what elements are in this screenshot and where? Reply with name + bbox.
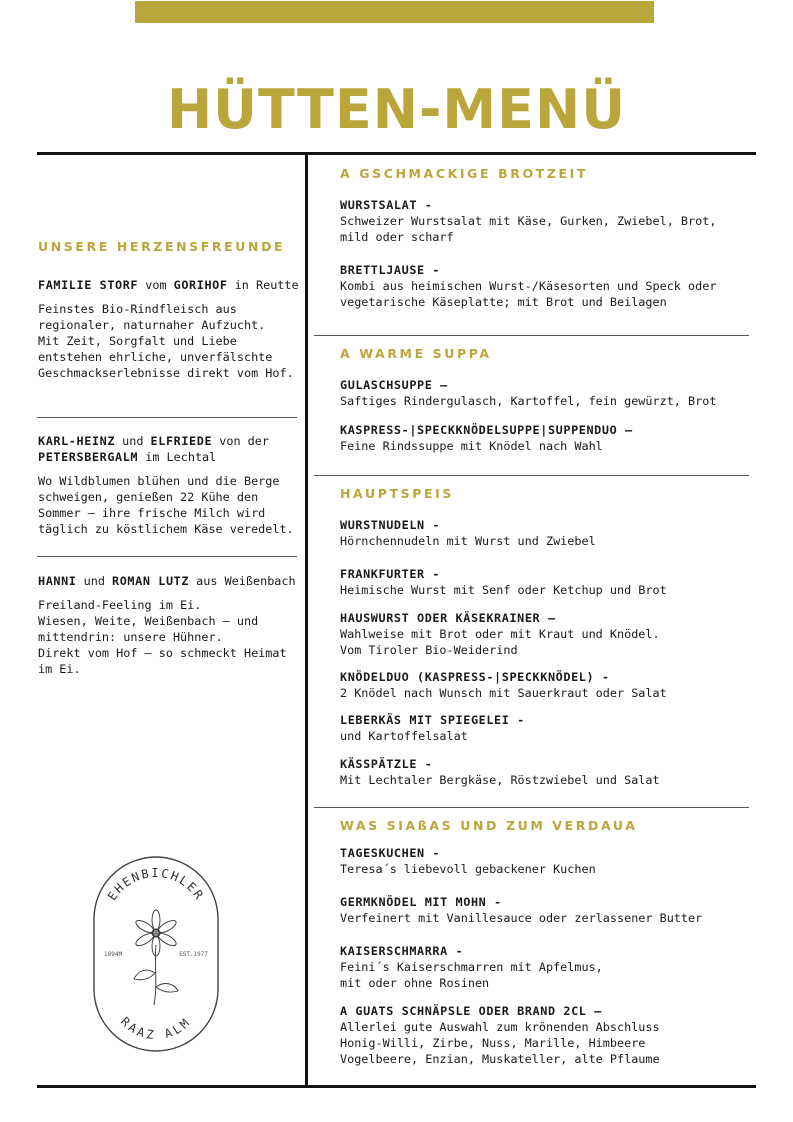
item-name: GERMKNÖDEL MIT MOHN - xyxy=(340,895,502,909)
logo-top-text: EHENBICHLER xyxy=(104,866,208,904)
menu-item xyxy=(340,712,750,744)
partner-2-name-a: KARL-HEINZ xyxy=(38,434,116,448)
menu-item xyxy=(340,756,750,788)
right-divider-1 xyxy=(314,335,749,336)
item-desc: Allerlei gute Auswahl zum krönenden Abschluss Honig-Willi, Zirbe, Nuss, Marille, Himbeere Vogelbeere, Enzian, Muskateller, alte Pflaume xyxy=(340,1020,660,1066)
item-desc: Verfeinert mit Vanillesauce oder zerlassener Butter xyxy=(340,911,703,925)
item-name: FRANKFURTER - xyxy=(340,567,441,581)
item-desc: Heimische Wurst mit Senf oder Ketchup und Brot xyxy=(340,583,667,597)
partner-1-farm: GORIHOF xyxy=(173,278,228,292)
partner-2-farm: PETERSBERGALM xyxy=(38,450,139,464)
menu-item xyxy=(340,610,750,658)
item-name: LEBERKÄS MIT SPIEGELEI - xyxy=(340,713,525,727)
item-desc: Kombi aus heimischen Wurst-/Käsesorten und Speck oder vegetarische Käseplatte; mit Brot und Beilagen xyxy=(340,279,717,309)
partner-3-text: Freiland-Feeling im Ei. Wiesen, Weite, Weißenbach – und mittendrin: unsere Hühner. Direkt vom Hof – so schmeckt Heimat im Ei. xyxy=(38,598,287,676)
item-desc: Feini´s Kaiserschmarren mit Apfelmus, mit oder ohne Rosinen xyxy=(340,960,603,990)
partner-2 xyxy=(38,433,300,537)
item-name: BRETTLJAUSE - xyxy=(340,263,441,277)
left-divider-1 xyxy=(37,417,297,418)
menu-item xyxy=(340,377,750,409)
partner-3-name-b: ROMAN LUTZ xyxy=(112,574,190,588)
item-name: WURSTNUDELN - xyxy=(340,518,441,532)
section-suppa-heading: A WARME SUPPA xyxy=(340,346,492,361)
logo-right-year: EST.1977 xyxy=(179,951,208,958)
item-desc: Teresa´s liebevoll gebackener Kuchen xyxy=(340,862,596,876)
section-brotzeit-heading: A GSCHMACKIGE BROTZEIT xyxy=(340,166,588,181)
item-name: KASPRESS-|SPECKKNÖDELSUPPE|SUPPENDUO – xyxy=(340,423,633,437)
menu-item xyxy=(340,845,750,877)
raaz-alm-logo xyxy=(92,855,220,1053)
item-name: A GUATS SCHNÄPSLE ODER BRAND 2CL – xyxy=(340,1004,602,1018)
top-accent-bar xyxy=(135,1,654,23)
edelweiss-icon xyxy=(134,910,178,1005)
partner-3 xyxy=(38,573,300,677)
menu-item xyxy=(340,894,750,926)
partner-1-header: FAMILIE STORF vom GORIHOF in Reutte xyxy=(38,278,299,292)
menu-item xyxy=(340,943,750,991)
item-desc: Schweizer Wurstsalat mit Käse, Gurken, Zwiebel, Brot, mild oder scharf xyxy=(340,214,717,244)
item-name: HAUSWURST ODER KÄSEKRAINER – xyxy=(340,611,556,625)
menu-title: HÜTTEN-MENÜ xyxy=(166,78,627,141)
partner-3-name-a: HANNI xyxy=(38,574,77,588)
menu-item xyxy=(340,566,750,598)
menu-item xyxy=(340,197,750,245)
item-desc: Wahlweise mit Brot oder mit Kraut und Knödel. Vom Tiroler Bio-Weiderind xyxy=(340,627,660,657)
partners-heading: UNSERE HERZENSFREUNDE xyxy=(38,239,286,254)
item-name: GULASCHSUPPE – xyxy=(340,378,448,392)
menu-item xyxy=(340,669,750,701)
partner-3-header: HANNI und ROMAN LUTZ aus Weißenbach xyxy=(38,574,296,588)
top-border xyxy=(37,152,756,155)
item-name: KÄSSPÄTZLE - xyxy=(340,757,433,771)
left-divider-2 xyxy=(37,556,297,557)
right-divider-2 xyxy=(314,475,749,476)
right-divider-3 xyxy=(314,807,749,808)
logo-left-year: 1894M xyxy=(104,951,123,958)
partner-2-text: Wo Wildblumen blühen und die Berge schweigen, genießen 22 Kühe den Sommer – ihre frische Milch wird täglich zu köstlichem Käse veredelt. xyxy=(38,474,294,536)
partner-1-text: Feinstes Bio-Rindfleisch aus regionaler, naturnaher Aufzucht. Mit Zeit, Sorgfalt und Liebe entstehen ehrliche, unverfälschte Geschmackserlebnisse direkt vom Hof. xyxy=(38,302,294,380)
menu-item xyxy=(340,1003,750,1067)
item-desc: und Kartoffelsalat xyxy=(340,729,468,743)
item-name: KAISERSCHMARRA - xyxy=(340,944,464,958)
partner-2-header: KARL-HEINZ und ELFRIEDE von der PETERSBERGALM im Lechtal xyxy=(38,434,269,464)
menu-item xyxy=(340,517,750,549)
section-dessert-heading: WAS SIAßAS UND ZUM VERDAUA xyxy=(340,818,638,833)
partner-2-name-b: ELFRIEDE xyxy=(150,434,213,448)
item-desc: 2 Knödel nach Wunsch mit Sauerkraut oder Salat xyxy=(340,686,667,700)
item-desc: Feine Rindssuppe mit Knödel nach Wahl xyxy=(340,439,603,453)
item-name: KNÖDELDUO (KASPRESS-|SPECKKNÖDEL) - xyxy=(340,670,610,684)
item-name: TAGESKUCHEN - xyxy=(340,846,441,860)
svg-text:RAAZ ALM xyxy=(118,1014,194,1042)
item-desc: Mit Lechtaler Bergkäse, Röstzwiebel und Salat xyxy=(340,773,660,787)
partner-1 xyxy=(38,277,300,381)
partner-1-name: FAMILIE STORF xyxy=(38,278,139,292)
item-desc: Hörnchennudeln mit Wurst und Zwiebel xyxy=(340,534,596,548)
svg-text:EHENBICHLER xyxy=(105,866,207,903)
bottom-border xyxy=(37,1085,756,1088)
logo-bottom-text: RAAZ ALM xyxy=(117,1014,195,1043)
menu-item xyxy=(340,262,750,310)
section-hauptspeis-heading: HAUPTSPEIS xyxy=(340,486,454,501)
item-name: WURSTSALAT - xyxy=(340,198,433,212)
item-desc: Saftiges Rindergulasch, Kartoffel, fein gewürzt, Brot xyxy=(340,394,717,408)
menu-item xyxy=(340,422,750,454)
column-divider xyxy=(305,152,308,1088)
